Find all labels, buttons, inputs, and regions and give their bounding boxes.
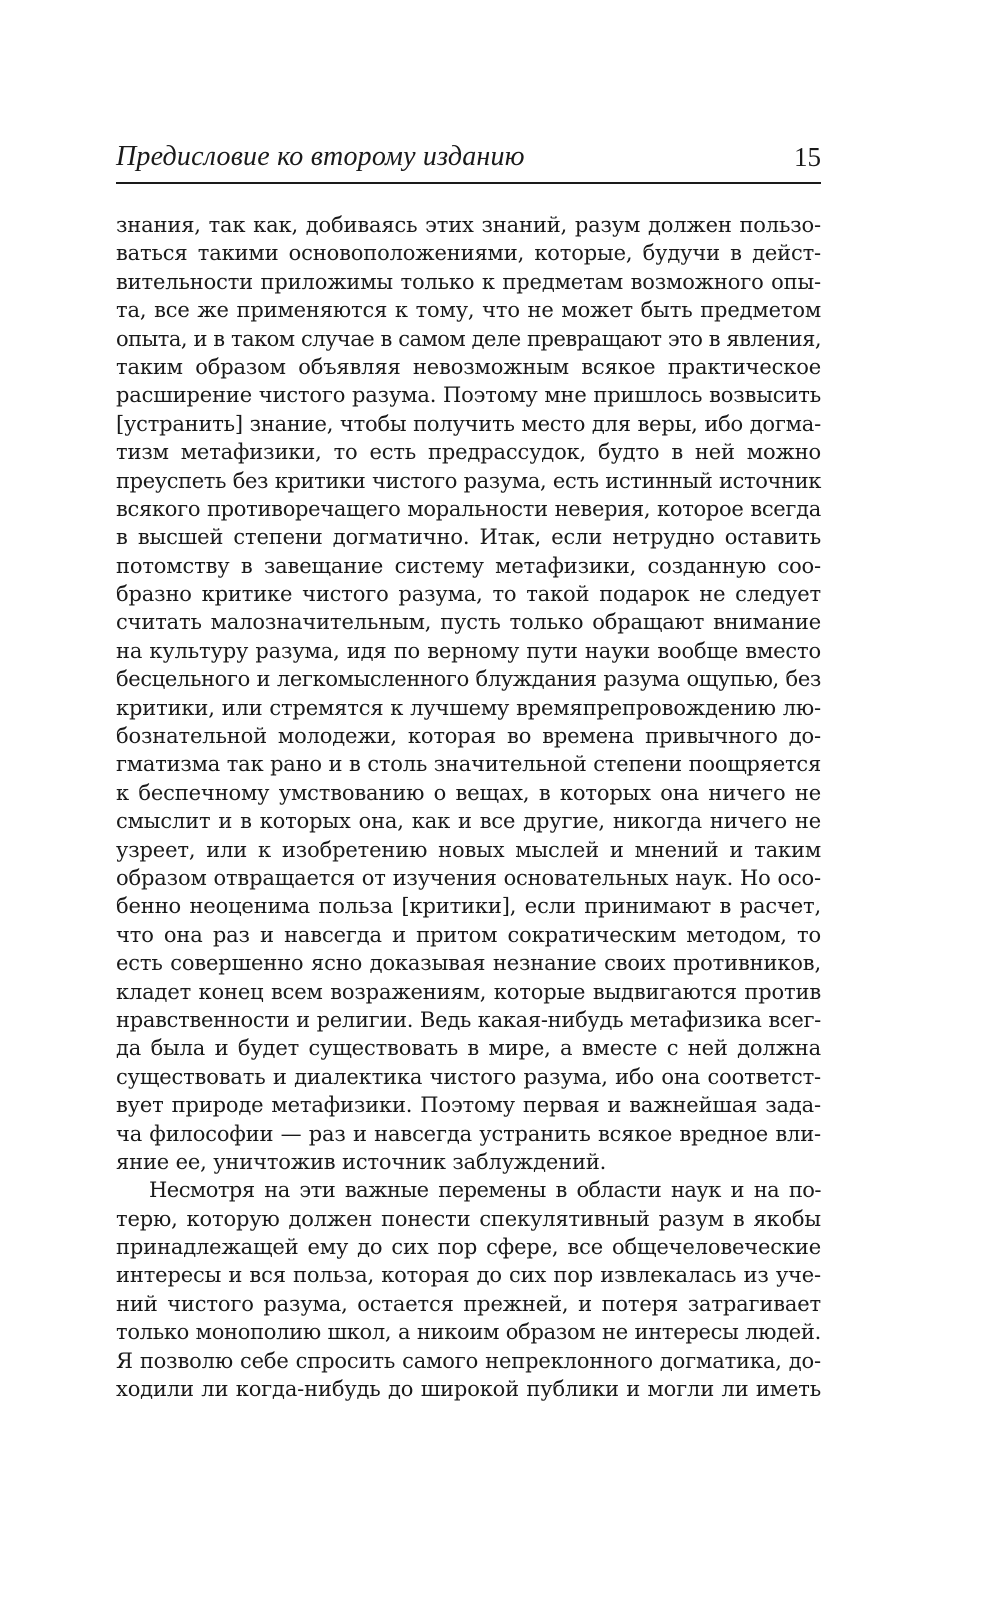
text-line: бенно неоценима польза [критики], если принимают в расчет, [116, 894, 821, 919]
text-line: к беспечному умствованию о вещах, в которых она ничего не [116, 780, 821, 805]
text-line: Я позволю себе спросить самого непреклонного догматика, до- [116, 1348, 821, 1373]
text-line: смыслит и в которых она, как и все другие, никогда ничего не [116, 809, 821, 834]
text-line: бесцельного и легкомысленного блуждания разума ощупью, без [116, 667, 821, 692]
text-line: что она раз и навсегда и притом сократическим методом, то [116, 922, 821, 947]
text-line: вительности приложимы только к предметам возможного опы- [116, 269, 821, 294]
text-line: принадлежащей ему до сих пор сфере, все общечеловеческие [116, 1235, 821, 1260]
text-line: та, все же применяются к тому, что не может быть предметом [116, 298, 821, 323]
text-line: интересы и вся польза, которая до сих пор извлекалась из уче- [116, 1263, 821, 1288]
text-line: расширение чистого разума. Поэтому мне пришлось возвысить [116, 383, 821, 408]
paragraph [116, 1176, 821, 1403]
text-line: таким образом объявляя невозможным всякое практическое [116, 354, 821, 379]
text-line: да была и будет существовать в мире, а вместе с ней должна [116, 1036, 821, 1061]
text-line: ваться такими основоположениями, которые, будучи в дейст- [116, 241, 821, 266]
text-line: бразно критике чистого разума, то такой подарок не следует [116, 582, 821, 607]
text-line: [устранить] знание, чтобы получить место для веры, ибо догма- [116, 411, 821, 436]
text-line: узреет, или к изобретению новых мыслей и мнений и таким [116, 837, 821, 862]
text-line: образом отвращается от изучения основательных наук. Но осо- [116, 865, 821, 890]
text-line: считать малозначительным, пусть только обращают внимание [116, 610, 821, 635]
page-number: 15 [794, 142, 821, 172]
text-line: преуспеть без критики чистого разума, есть истинный источник [116, 468, 821, 493]
running-head-title: Предисловие ко второму изданию [116, 141, 525, 172]
text-line: опыта, и в таком случае в самом деле превращают это в явления, [116, 326, 821, 351]
text-line: всякого противоречащего моральности неверия, которое всегда [116, 496, 821, 521]
text-line: яние ее, уничтожив источник заблуждений. [116, 1149, 607, 1174]
text-line: гматизма так рано и в столь значительной степени поощряется [116, 752, 821, 777]
text-line: потомству в завещание систему метафизики, созданную соо- [116, 553, 821, 578]
text-line: бознательной молодежи, которая во времена привычного до- [116, 724, 821, 749]
text-line: есть совершенно ясно доказывая незнание своих противников, [116, 951, 821, 976]
text-line: тизм метафизики, то есть предрассудок, будто в ней можно [116, 440, 821, 465]
paragraph [116, 211, 821, 1176]
text-line: на культуру разума, идя по верному пути науки вообще вместо [116, 638, 821, 663]
text-line: кладет конец всем возражениям, которые выдвигаются против [116, 979, 821, 1004]
text-line: критики, или стремятся к лучшему времяпрепровождению лю- [116, 695, 821, 720]
text-line: нравственности и религии. Ведь какая-нибудь метафизика всег- [116, 1007, 821, 1032]
text-line: в высшей степени догматично. Итак, если нетрудно оставить [116, 525, 821, 550]
text-line: вует природе метафизики. Поэтому первая и важнейшая зада- [116, 1093, 821, 1118]
text-line: ча философии — раз и навсегда устранить всякое вредное вли- [116, 1121, 821, 1146]
text-line: ний чистого разума, остается прежней, и потеря затрагивает [116, 1291, 821, 1316]
text-line: Несмотря на эти важные перемены в области наук и на по- [149, 1178, 821, 1203]
running-head [116, 138, 821, 184]
text-line: знания, так как, добиваясь этих знаний, разум должен пользо- [116, 213, 821, 237]
text-line: только монополию школ, а никоим образом не интересы людей. [116, 1320, 821, 1345]
text-line: существовать и диалектика чистого разума, ибо она соответст- [116, 1064, 821, 1089]
text-line: ходили ли когда-нибудь до широкой публики и могли ли иметь [116, 1377, 821, 1402]
text-line: терю, которую должен понести спекулятивный разум в якобы [116, 1206, 821, 1231]
body-text [116, 211, 821, 1403]
